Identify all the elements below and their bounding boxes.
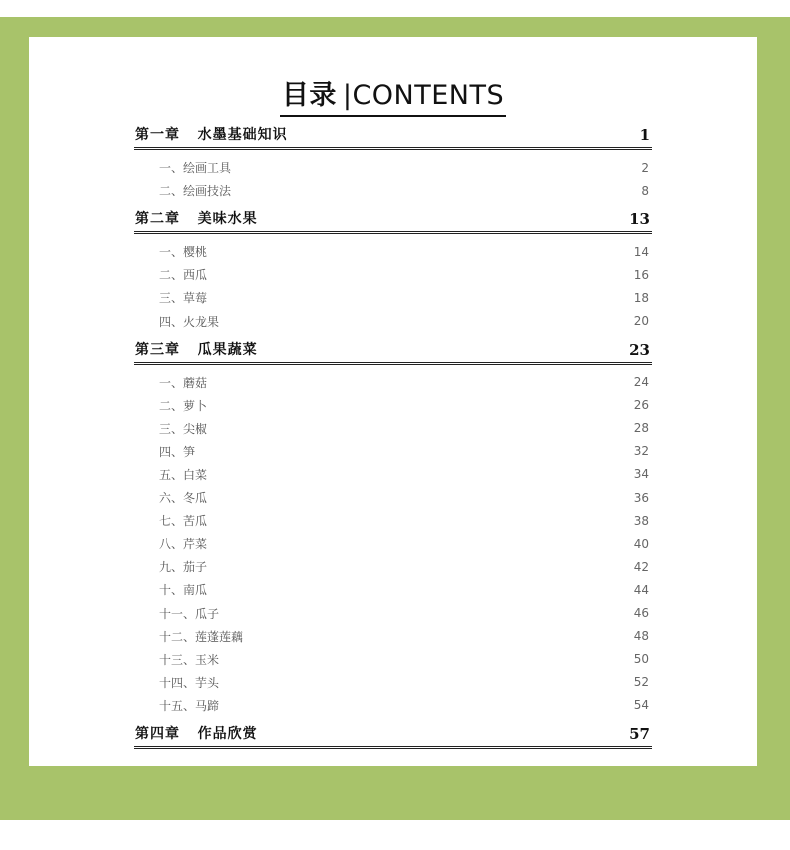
toc-entry[interactable] [134,509,652,532]
toc-entry-label: 十三、玉米 [159,652,220,667]
toc-entry-label: 九、茄子 [159,560,208,575]
chapter-name: 美味水果 [197,211,258,228]
toc-entry-page: 2 [641,160,649,175]
toc-entry-label: 五、白菜 [159,467,208,482]
chapter-label: 第一章 [135,127,180,143]
chapter-title [135,208,258,231]
toc-entry-label: 八、芹菜 [159,537,208,552]
chapter-spacer [180,211,198,227]
toc-entry[interactable] [134,371,652,394]
toc-entry[interactable] [134,263,652,286]
toc-entry-page: 14 [633,244,649,259]
toc-entry-page: 38 [633,513,649,528]
chapter-spacer [180,127,198,143]
toc-entry[interactable] [134,417,652,440]
section-list [134,234,652,337]
toc-entry-label: 四、火龙果 [159,314,220,329]
title-wrap [29,81,757,117]
toc-entry-page: 16 [633,267,649,282]
toc-entry-page: 36 [633,490,649,505]
toc-entry-label: 十五、马蹄 [159,698,220,713]
chapter-heading[interactable] [134,722,652,749]
toc-entry[interactable] [134,671,652,694]
toc-entry-page: 28 [633,421,649,436]
toc-entry-page: 8 [641,183,649,198]
toc-entry[interactable] [134,602,652,625]
toc-entry-page: 54 [633,698,649,713]
toc-entry-label: 三、草莓 [159,291,208,306]
toc-entry-label: 一、绘画工具 [159,161,232,176]
toc-entry-page: 46 [633,606,649,621]
toc-entry[interactable] [134,286,652,309]
toc-entry[interactable] [134,156,652,179]
toc-entry[interactable] [134,694,652,717]
toc-entry[interactable] [134,625,652,648]
toc-entry[interactable] [134,555,652,578]
toc-entry[interactable] [134,309,652,332]
chapter-spacer [180,726,198,742]
title-zh: 目录 [281,80,337,111]
toc-entry-label: 四、笋 [159,444,196,459]
contents-page [29,37,757,766]
toc-entry-page: 40 [633,536,649,551]
chapter-name: 作品欣赏 [197,725,258,742]
toc-entry-page: 44 [633,582,649,597]
toc-entry-page: 18 [633,290,649,305]
toc-entry-page: 34 [633,467,649,482]
toc-entry[interactable] [134,394,652,417]
chapter-name: 水墨基础知识 [197,127,288,143]
title-separator: | [342,80,353,111]
toc-entry-page: 24 [633,375,649,390]
toc-entry-page: 32 [633,444,649,459]
chapter-title [135,723,258,746]
chapter-heading[interactable] [134,207,652,234]
toc-entry[interactable] [134,179,652,202]
toc-entry-label: 十、南瓜 [159,583,208,598]
chapter-label: 第三章 [135,341,180,358]
toc-entry-label: 七、苦瓜 [159,514,208,529]
title-en: CONTENTS [352,80,505,111]
toc-entry-label: 十二、莲蓬莲藕 [159,629,244,644]
chapter-heading[interactable] [134,123,652,150]
toc-entry-label: 三、尖椒 [159,421,208,436]
toc-entry[interactable] [134,532,652,555]
toc-entry-label: 十四、芋头 [159,675,220,690]
section-list [134,150,652,207]
toc-entry[interactable] [134,578,652,601]
chapter-name: 瓜果蔬菜 [197,341,258,358]
toc-entry-label: 二、绘画技法 [159,184,232,199]
toc-entry-page: 26 [633,398,649,413]
chapter-spacer [180,342,198,358]
toc-entry[interactable] [134,648,652,671]
toc-entry[interactable] [134,486,652,509]
toc-entry-label: 二、萝卜 [159,398,208,413]
toc-entry-page: 50 [633,652,649,667]
chapter-label: 第二章 [135,211,180,228]
chapter-page-number: 13 [629,210,650,229]
toc-entry-label: 六、冬瓜 [159,491,208,506]
chapter-page-number: 1 [639,126,650,144]
toc-entry[interactable] [134,440,652,463]
chapter-page-number: 57 [629,724,650,743]
toc-entry-page: 20 [633,314,649,329]
toc-entry-label: 十一、瓜子 [159,606,220,621]
table-of-contents [134,123,652,749]
chapter-label: 第四章 [135,725,180,742]
toc-entry-page: 52 [633,675,649,690]
toc-entry-label: 二、西瓜 [159,268,208,283]
toc-entry-label: 一、樱桃 [159,245,208,260]
section-list [134,365,652,722]
page-title [280,81,506,117]
chapter-title [135,339,258,362]
chapter-heading[interactable] [134,338,652,365]
toc-entry-page: 42 [633,559,649,574]
toc-entry-page: 48 [633,629,649,644]
chapter-title [135,124,288,147]
chapter-page-number: 23 [629,340,650,359]
toc-entry[interactable] [134,240,652,263]
toc-entry[interactable] [134,463,652,486]
toc-entry-label: 一、蘑菇 [159,375,208,390]
